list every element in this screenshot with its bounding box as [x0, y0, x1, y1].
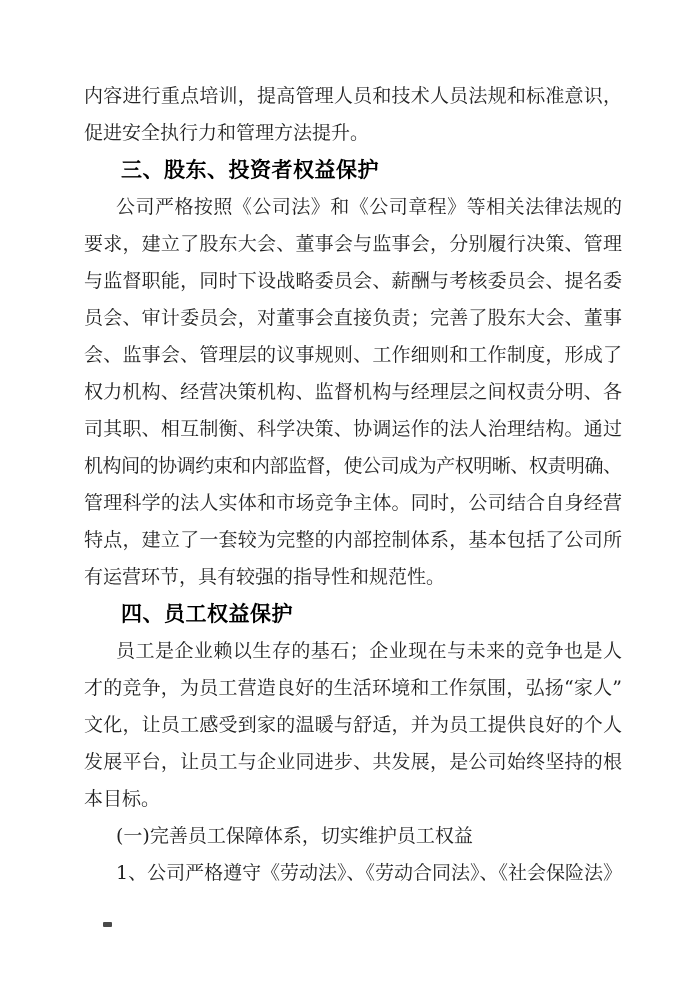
text-line-content: 要求，建立了股东大会、董事会与监事会，分别履行决策、管理	[84, 233, 623, 255]
paragraph	[84, 189, 622, 596]
paragraph	[84, 78, 622, 152]
text-line	[84, 522, 622, 559]
text-line	[84, 781, 622, 818]
text-line-content: 特点，建立了一套较为完整的内部控制体系，基本包括了公司所	[84, 529, 623, 551]
sub-section-heading	[84, 818, 622, 855]
text-line-content: 员工是企业赖以生存的基石；企业现在与未来的竞争也是人	[116, 640, 623, 662]
document-content	[84, 78, 622, 892]
text-line-content: 与监督职能，同时下设战略委员会、薪酬与考核委员会、提名委	[84, 270, 623, 292]
paragraph	[84, 633, 622, 818]
text-line-content: 才的竞争，为员工营造良好的生活环境和工作氛围，弘扬“家人”	[84, 677, 623, 699]
heading-line	[84, 152, 622, 189]
scan-artifact-mark	[103, 922, 112, 927]
heading-text: (一)完善员工保障体系，切实维护员工权益	[116, 825, 473, 847]
text-line	[84, 744, 622, 781]
text-line-content: 员会、审计委员会，对董事会直接负责；完善了股东大会、董事	[84, 307, 623, 329]
text-line	[84, 115, 622, 152]
text-line	[84, 337, 622, 374]
text-line	[84, 374, 622, 411]
text-line-content: 文化，让员工感受到家的温暖与舒适，并为员工提供良好的个人	[84, 714, 623, 736]
text-line-content: 管理科学的法人实体和市场竞争主体。同时，公司结合自身经营	[84, 492, 623, 514]
section-heading	[84, 596, 622, 633]
text-line	[84, 226, 622, 263]
text-line	[84, 559, 622, 596]
text-line	[84, 189, 622, 226]
text-line-content: 促进安全执行力和管理方法提升。	[84, 122, 370, 144]
text-line	[84, 670, 622, 707]
text-line	[84, 707, 622, 744]
text-line-content: 有运营环节，具有较强的指导性和规范性。	[84, 566, 446, 588]
text-line-content: 本目标。	[84, 788, 161, 810]
text-line	[84, 855, 622, 892]
heading-line	[84, 596, 622, 633]
section-heading	[84, 152, 622, 189]
text-line-content: 公司严格按照《公司法》和《公司章程》等相关法律法规的	[116, 196, 623, 218]
text-line	[84, 485, 622, 522]
text-line	[84, 448, 622, 485]
text-line-content: 内容进行重点培训，提高管理人员和技术人员法规和标准意识，	[84, 85, 623, 107]
heading-text: 三、股东、投资者权益保护	[121, 158, 379, 182]
text-line-content: 发展平台，让员工与企业同进步、共发展，是公司始终坚持的根	[84, 751, 623, 773]
text-line-content: 权力机构、经营决策机构、监督机构与经理层之间权责分明、各	[84, 381, 623, 403]
text-line	[84, 78, 622, 115]
text-line-content: 1、公司严格遵守《劳动法》、《劳动合同法》、《社会保险法》	[116, 862, 622, 884]
text-line-content: 会、监事会、管理层的议事规则、工作细则和工作制度，形成了	[84, 344, 623, 366]
paragraph	[84, 855, 622, 892]
text-line	[84, 411, 622, 448]
text-line-content: 司其职、相互制衡、科学决策、协调运作的法人治理结构。通过	[84, 418, 623, 440]
text-line	[84, 300, 622, 337]
heading-line	[84, 818, 622, 855]
heading-text: 四、员工权益保护	[121, 602, 293, 626]
text-line-content: 机构间的协调约束和内部监督，使公司成为产权明晰、权责明确、	[84, 455, 622, 477]
text-line	[84, 263, 622, 300]
text-line	[84, 633, 622, 670]
